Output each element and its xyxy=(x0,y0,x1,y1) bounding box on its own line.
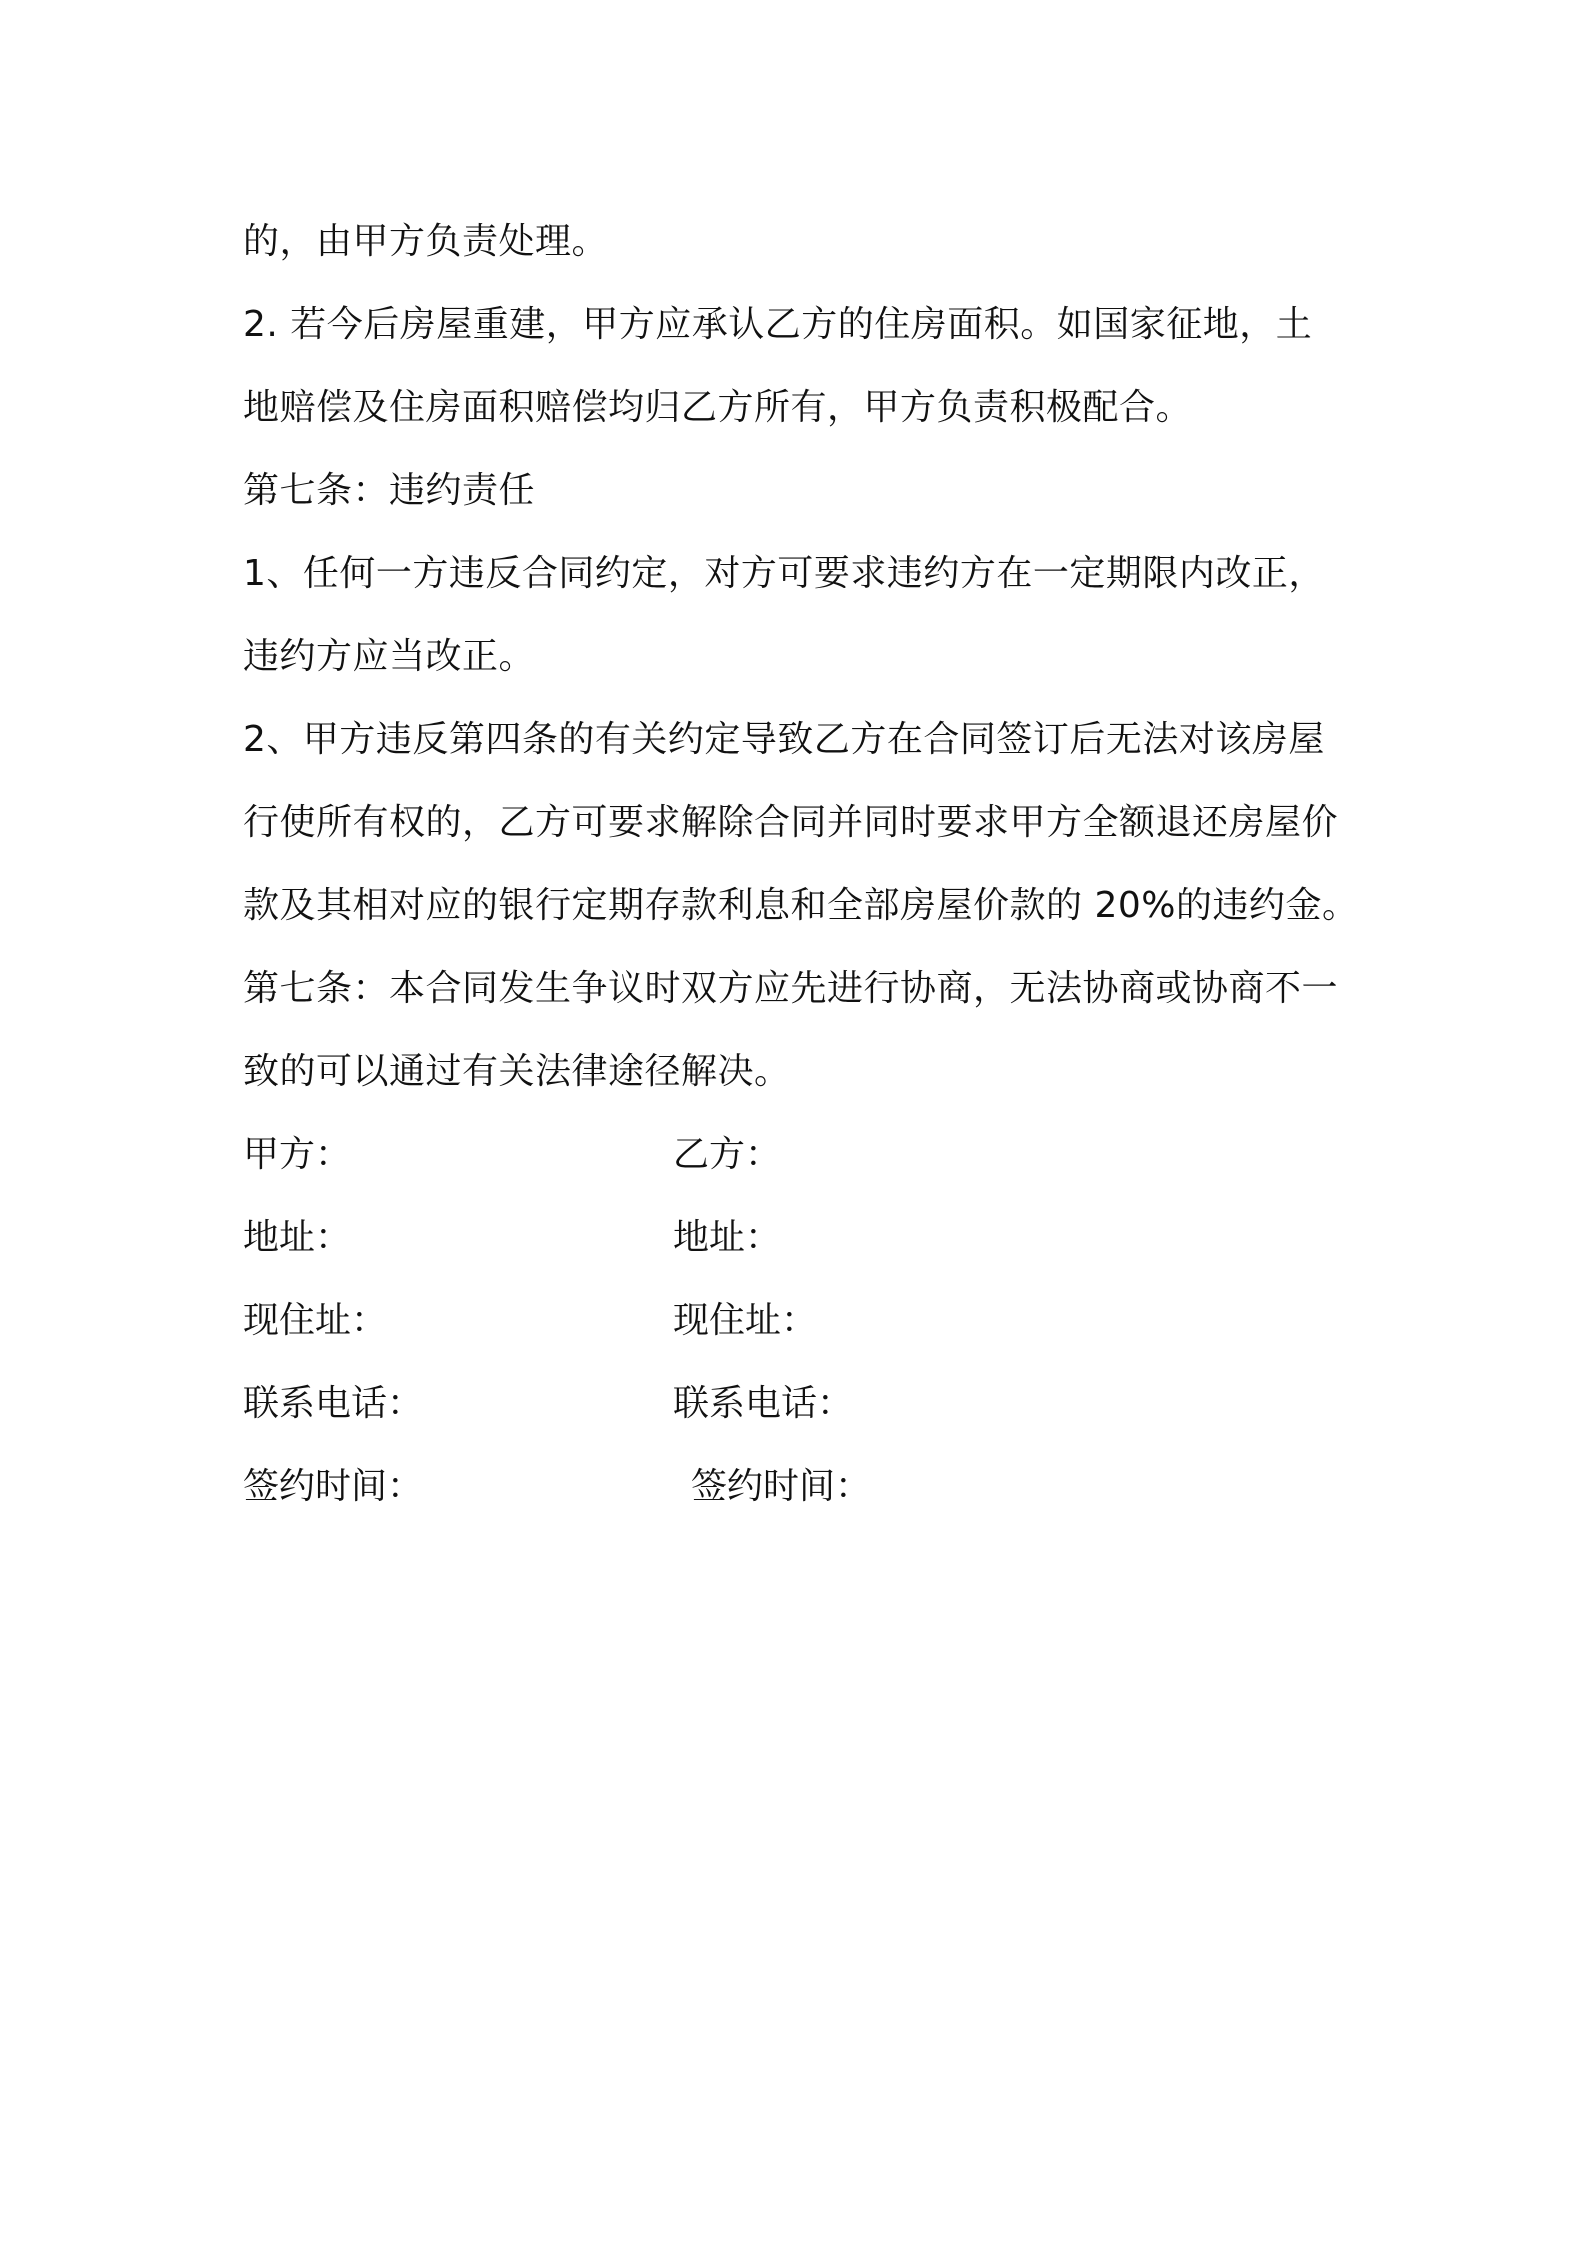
signature-block xyxy=(243,1113,1243,1528)
paragraph-line: 2. 若今后房屋重建，甲方应承认乙方的住房面积。如国家征地，土 xyxy=(243,304,1313,345)
party-b-current-address-label: 现住址： xyxy=(673,1300,818,1341)
paragraph-line: 第七条：本合同发生争议时双方应先进行协商，无法协商或协商不一 xyxy=(243,968,1339,1009)
paragraph-line: 致的可以通过有关法律途径解决。 xyxy=(243,1051,791,1092)
party-a-phone-label: 联系电话： xyxy=(243,1383,424,1424)
signature-row-date xyxy=(243,1445,1243,1528)
signature-row-party xyxy=(243,1113,1243,1196)
party-a-current-address-label: 现住址： xyxy=(243,1300,388,1341)
party-a-address-label: 地址： xyxy=(243,1217,352,1258)
party-b-label: 乙方： xyxy=(673,1134,782,1175)
signature-row-address xyxy=(243,1196,1243,1279)
contract-body xyxy=(243,200,1363,1113)
paragraph-line: 地赔偿及住房面积赔偿均归乙方所有，甲方负责积极配合。 xyxy=(243,387,1193,428)
paragraph-line: 1、任何一方违反合同约定，对方可要求违约方在一定期限内改正， xyxy=(243,553,1325,594)
party-b-date-label: 签约时间： xyxy=(691,1466,872,1507)
paragraph-line: 的，由甲方负责处理。 xyxy=(243,221,609,262)
paragraph-line: 2、甲方违反第四条的有关约定导致乙方在合同签订后无法对该房屋 xyxy=(243,719,1325,760)
paragraph-line: 款及其相对应的银行定期存款利息和全部房屋价款的 20%的违约金。 xyxy=(243,885,1359,926)
party-b-address-label: 地址： xyxy=(673,1217,782,1258)
section-heading: 第七条：违约责任 xyxy=(243,470,536,511)
signature-row-phone xyxy=(243,1362,1243,1445)
paragraph-line: 行使所有权的，乙方可要求解除合同并同时要求甲方全额退还房屋价 xyxy=(243,802,1339,843)
paragraph-line: 违约方应当改正。 xyxy=(243,636,536,677)
party-a-label: 甲方： xyxy=(243,1134,352,1175)
party-b-phone-label: 联系电话： xyxy=(673,1383,854,1424)
signature-row-current-address xyxy=(243,1279,1243,1362)
party-a-date-label: 签约时间： xyxy=(243,1466,424,1507)
